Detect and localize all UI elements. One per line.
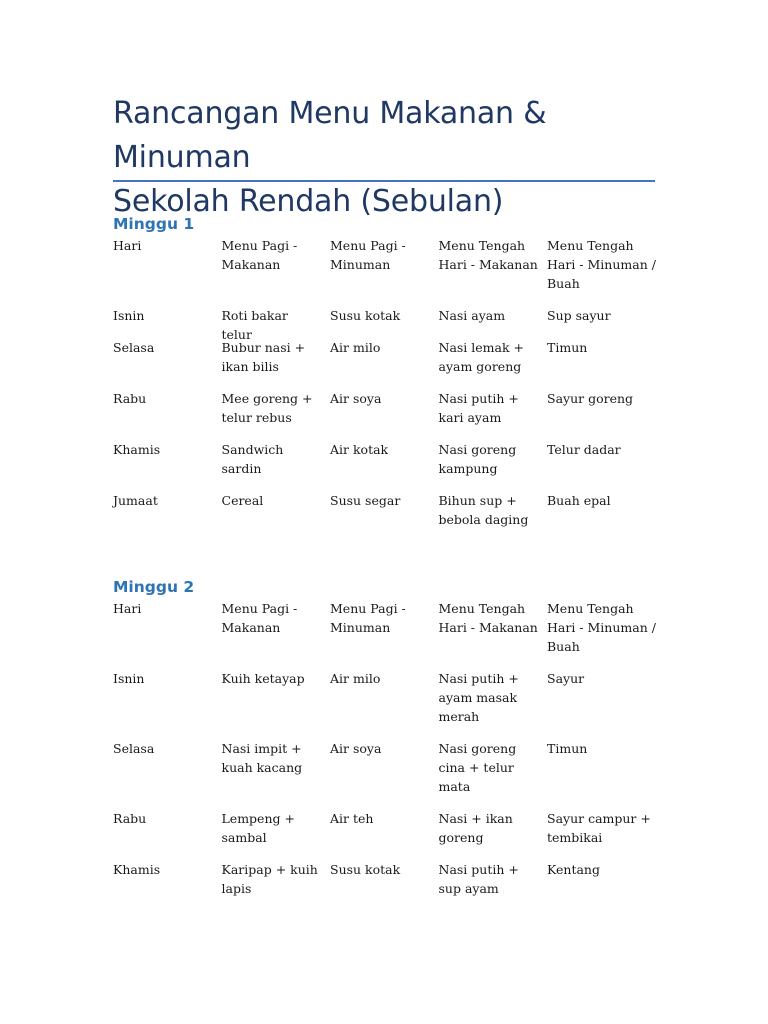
table-cell: Roti bakar telur bbox=[221, 308, 288, 342]
table-cell: Kentang bbox=[547, 862, 600, 877]
table-cell: Susu segar bbox=[330, 493, 401, 508]
week-1-heading: Minggu 1 bbox=[113, 215, 195, 233]
table-cell: Susu kotak bbox=[330, 308, 401, 323]
table-row bbox=[113, 389, 673, 440]
title-line-1: Rancangan Menu Makanan & Minuman bbox=[113, 96, 547, 175]
table-cell: Air soya bbox=[330, 391, 382, 406]
header-cell: Menu Tengah Hari - Makanan bbox=[438, 238, 538, 272]
header-cell: Menu Pagi - Makanan bbox=[221, 601, 298, 635]
table-cell: Nasi putih + kari ayam bbox=[438, 391, 519, 425]
table-cell: Nasi putih + sup ayam bbox=[438, 862, 519, 896]
table-cell: Sup sayur bbox=[547, 308, 611, 323]
table-cell: Rabu bbox=[113, 391, 147, 406]
table-row bbox=[113, 491, 673, 542]
table-cell: Air soya bbox=[330, 741, 382, 756]
table-cell: Cereal bbox=[221, 493, 264, 508]
header-cell: Menu Tengah Hari - Minuman / Buah bbox=[547, 238, 656, 291]
table-cell: Isnin bbox=[113, 308, 145, 323]
table-cell: Timun bbox=[547, 340, 588, 355]
table-cell: Bubur nasi + ikan bilis bbox=[221, 340, 306, 374]
document-title bbox=[113, 92, 673, 224]
table-cell: Nasi goreng cina + telur mata bbox=[438, 741, 517, 794]
table-row bbox=[113, 739, 673, 809]
header-cell: Menu Pagi - Minuman bbox=[330, 238, 406, 272]
table-cell: Sayur goreng bbox=[547, 391, 634, 406]
table-row bbox=[113, 440, 673, 491]
table-cell: Nasi ayam bbox=[438, 308, 506, 323]
table-cell: Sayur campur + tembikai bbox=[547, 811, 651, 845]
table-cell: Nasi putih + ayam masak merah bbox=[438, 671, 519, 724]
title-underline bbox=[113, 180, 655, 182]
table-row bbox=[113, 669, 673, 739]
table-cell: Sandwich sardin bbox=[221, 442, 284, 476]
header-cell: Menu Pagi - Minuman bbox=[330, 601, 406, 635]
table-cell: Air milo bbox=[330, 671, 381, 686]
table-row bbox=[113, 338, 673, 389]
table-cell: Lempeng + sambal bbox=[221, 811, 295, 845]
table-cell: Isnin bbox=[113, 671, 145, 686]
table-cell: Telur dadar bbox=[547, 442, 621, 457]
table-cell: Karipap + kuih lapis bbox=[221, 862, 318, 896]
week-2-heading: Minggu 2 bbox=[113, 578, 195, 596]
table-cell: Air teh bbox=[330, 811, 374, 826]
table-cell: Bihun sup + bebola daging bbox=[438, 493, 529, 527]
table-cell: Air kotak bbox=[330, 442, 389, 457]
table-cell: Selasa bbox=[113, 340, 155, 355]
table-cell: Nasi lemak + ayam goreng bbox=[438, 340, 524, 374]
table-cell: Nasi impit + kuah kacang bbox=[221, 741, 303, 775]
table-row bbox=[113, 306, 673, 342]
table-cell: Susu kotak bbox=[330, 862, 401, 877]
header-cell: Menu Tengah Hari - Minuman / Buah bbox=[547, 601, 656, 654]
table-cell: Air milo bbox=[330, 340, 381, 355]
header-cell: Menu Pagi - Makanan bbox=[221, 238, 298, 272]
table-cell: Khamis bbox=[113, 862, 161, 877]
table-header-row bbox=[113, 599, 673, 669]
week-1-section bbox=[113, 212, 673, 542]
table-row bbox=[113, 809, 673, 860]
table-row bbox=[113, 860, 673, 911]
header-cell: Hari bbox=[113, 601, 142, 616]
table-cell: Selasa bbox=[113, 741, 155, 756]
table-cell: Timun bbox=[547, 741, 588, 756]
table-cell: Nasi goreng kampung bbox=[438, 442, 517, 476]
table-cell: Khamis bbox=[113, 442, 161, 457]
table-header-row bbox=[113, 236, 673, 306]
header-cell: Hari bbox=[113, 238, 142, 253]
table-cell: Jumaat bbox=[113, 493, 158, 508]
title-line-2: Sekolah Rendah (Sebulan) bbox=[113, 184, 504, 219]
table-cell: Sayur bbox=[547, 671, 585, 686]
table-cell: Kuih ketayap bbox=[221, 671, 305, 686]
table-cell: Rabu bbox=[113, 811, 147, 826]
week-2-section bbox=[113, 575, 673, 911]
header-cell: Menu Tengah Hari - Makanan bbox=[438, 601, 538, 635]
table-cell: Buah epal bbox=[547, 493, 611, 508]
table-cell: Mee goreng + telur rebus bbox=[221, 391, 313, 425]
table-cell: Nasi + ikan goreng bbox=[438, 811, 513, 845]
